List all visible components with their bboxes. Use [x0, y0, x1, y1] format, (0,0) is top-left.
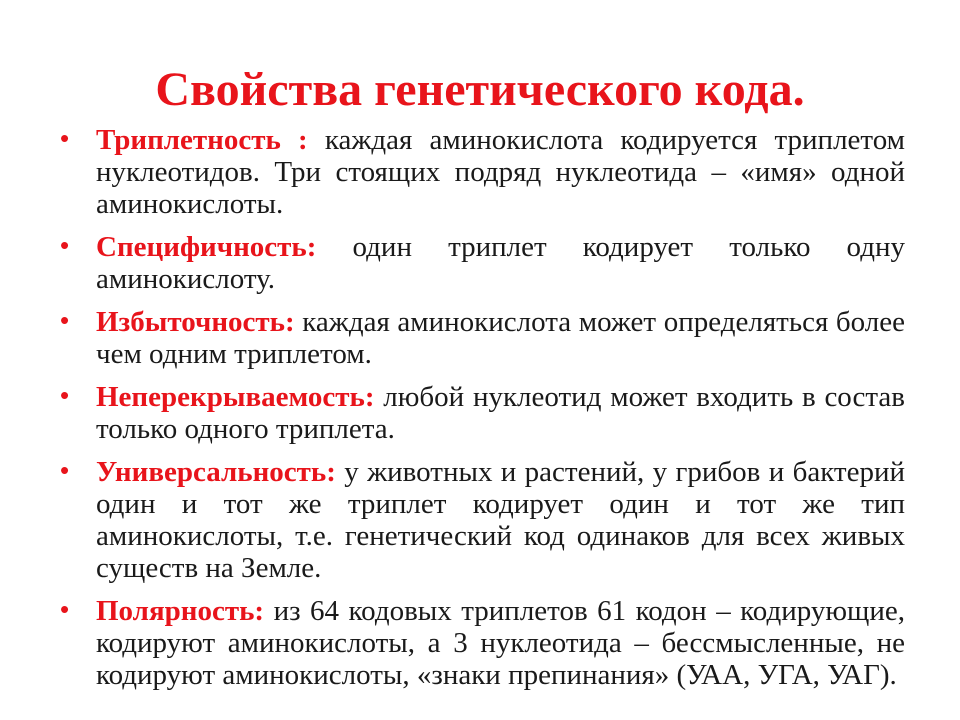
bullet-icon: • — [60, 123, 70, 153]
bullet-icon: • — [60, 305, 70, 335]
bullet-icon: • — [60, 230, 70, 260]
term-label: Универсальность: — [96, 456, 336, 488]
bullet-icon: • — [60, 455, 70, 485]
term-label: Специфичность: — [96, 231, 317, 263]
list-item-polarity — [60, 595, 905, 691]
list-item-non-overlapping — [60, 381, 905, 445]
list-item-universality — [60, 456, 905, 584]
list-item-redundancy — [60, 306, 905, 370]
term-label: Избыточность: — [96, 306, 295, 338]
term-label: Неперекрываемость: — [96, 381, 375, 413]
term-description: из 64 кодовых триплетов 61 кодон – кодирующие, кодируют аминокислоты, а 3 нуклеотида – бессмысленные, не кодируют аминокислоты, «знаки препинания» (УАА, УГА, УАГ). — [96, 595, 905, 691]
term-description: каждая аминокислота может определяться более чем одним триплетом. — [96, 306, 905, 370]
list-item-specificity — [60, 231, 905, 295]
term-label: Полярность: — [96, 595, 265, 627]
term-description: один триплет кодирует только одну аминокислоту. — [96, 231, 905, 295]
term-description: каждая аминокислота кодируется триплетом нуклеотидов. Три стоящих подряд нуклеотида – «имя» одной аминокислоты. — [96, 124, 906, 220]
bullet-icon: • — [60, 380, 70, 410]
term-description: у животных и растений, у грибов и бактерий один и тот же триплет кодирует один и тот же тип аминокислоты, т.е. генетический код одинаков для всех живых существ на Земле. — [96, 456, 905, 584]
term-label: Триплетность : — [96, 124, 308, 156]
slide-title: Свойства генетического кода. — [155, 63, 805, 116]
term-description: любой нуклеотид может входить в состав только одного триплета. — [96, 381, 905, 445]
list-item-tripletness — [60, 124, 905, 220]
properties-list — [60, 124, 905, 702]
bullet-icon: • — [60, 594, 70, 624]
